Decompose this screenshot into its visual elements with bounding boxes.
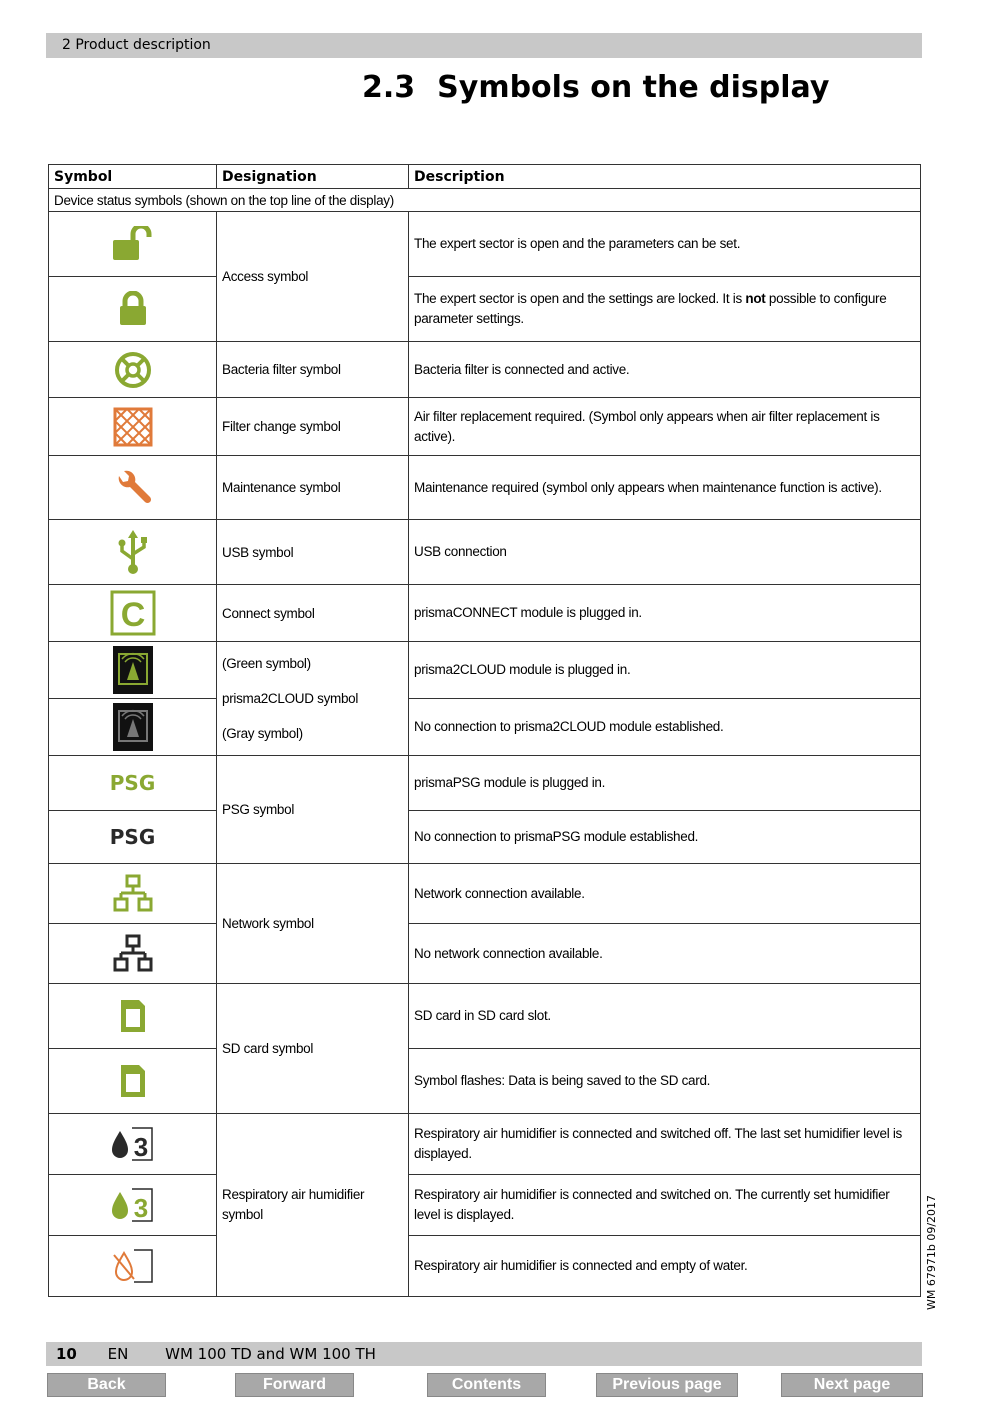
psg-green-icon: PSG: [109, 771, 156, 795]
designation-cell: USB symbol: [217, 520, 409, 585]
section-title: Symbols on the display: [437, 70, 830, 105]
column-header-designation: Designation: [217, 165, 409, 189]
cloud-gray-icon: [113, 703, 153, 751]
designation-cell: Maintenance symbol: [217, 456, 409, 520]
unlock-icon: [111, 226, 155, 262]
symbol-cell: [49, 520, 217, 585]
description-cell: Respiratory air humidifier is connected and switched off. The last set humidifier level is displayed.: [409, 1114, 921, 1175]
svg-text:3: 3: [133, 1132, 148, 1162]
designation-cell: Network symbol: [217, 864, 409, 984]
network-dark-icon: [113, 934, 153, 974]
symbol-cell: [49, 277, 217, 342]
sd-card-icon: [118, 997, 148, 1035]
group-row: [49, 189, 921, 212]
symbol-cell: [49, 398, 217, 456]
document-code: WM 67971b 09/2017: [925, 1194, 938, 1310]
designation-cell: Connect symbol: [217, 585, 409, 642]
description-cell: Maintenance required (symbol only appears when maintenance function is active).: [409, 456, 921, 520]
table-row: [49, 520, 921, 585]
symbol-cell: [49, 212, 217, 277]
sd-card-flashing-icon: [118, 1062, 148, 1100]
designation-cell: SD card symbol: [217, 984, 409, 1114]
description-cell: Respiratory air humidifier is connected and empty of water.: [409, 1236, 921, 1297]
description-cell: No connection to prisma2CLOUD module established.: [409, 699, 921, 756]
table-row: [49, 1114, 921, 1175]
designation-cell: PSG symbol: [217, 756, 409, 864]
bacteria-filter-icon: [113, 350, 153, 390]
description-cell: prisma2CLOUD module is plugged in.: [409, 642, 921, 699]
document-title: WM 100 TD and WM 100 TH: [165, 1345, 376, 1363]
table-row: [49, 277, 921, 342]
description-cell: The expert sector is open and the parameters can be set.: [409, 212, 921, 277]
symbol-cell: [49, 456, 217, 520]
description-cell: Air filter replacement required. (Symbol only appears when air filter replacement is active).: [409, 398, 921, 456]
symbol-cell: [49, 1175, 217, 1236]
page-number: 10: [56, 1345, 77, 1363]
filter-change-icon: [113, 407, 153, 447]
humidifier-empty-icon: [110, 1247, 156, 1285]
designation-cell: Access symbol: [217, 212, 409, 342]
connect-icon: [110, 590, 156, 636]
symbol-cell: [49, 1049, 217, 1114]
section-number: 2.3: [362, 70, 416, 105]
symbol-cell: [49, 811, 217, 864]
group-label: Device status symbols (shown on the top line of the display): [49, 189, 921, 212]
psg-dark-icon: PSG: [109, 825, 156, 849]
symbol-cell: [49, 1236, 217, 1297]
designation-text: prisma2CLOUD symbol: [222, 691, 359, 706]
description-cell: Network connection available.: [409, 864, 921, 924]
symbol-cell: [49, 585, 217, 642]
designation-cell: [217, 642, 409, 756]
symbol-cell: [49, 864, 217, 924]
table-row: [49, 1049, 921, 1114]
table-row: [49, 642, 921, 699]
description-cell: prismaCONNECT module is plugged in.: [409, 585, 921, 642]
humidifier-off-icon: [110, 1125, 156, 1163]
description-emphasis: not: [745, 291, 766, 306]
description-cell: SD card in SD card slot.: [409, 984, 921, 1049]
language-code: EN: [107, 1345, 129, 1363]
svg-text:C: C: [120, 596, 145, 634]
table-row: [49, 811, 921, 864]
designation-cell: Bacteria filter symbol: [217, 342, 409, 398]
running-header: [46, 33, 922, 58]
cloud-green-icon: [113, 646, 153, 694]
designation-cell: Filter change symbol: [217, 398, 409, 456]
back-button[interactable]: Back: [47, 1373, 166, 1397]
table-header-row: [49, 165, 921, 189]
wrench-icon: [113, 468, 153, 508]
table-row: [49, 1236, 921, 1297]
contents-button[interactable]: Contents: [427, 1373, 546, 1397]
humidifier-on-icon: [110, 1186, 156, 1224]
symbol-cell: [49, 1114, 217, 1175]
table-row: [49, 984, 921, 1049]
column-header-description: Description: [409, 165, 921, 189]
table-row: [49, 342, 921, 398]
table-row: [49, 212, 921, 277]
description-cell: USB connection: [409, 520, 921, 585]
column-header-symbol: Symbol: [49, 165, 217, 189]
symbols-table: [48, 164, 921, 1297]
designation-variant: (Gray symbol): [222, 726, 303, 741]
lock-icon: [118, 291, 148, 327]
symbol-cell: [49, 756, 217, 811]
network-green-icon: [113, 874, 153, 914]
designation-cell: Respiratory air humidifier symbol: [217, 1114, 409, 1297]
description-cell: Bacteria filter is connected and active.: [409, 342, 921, 398]
description-cell: [409, 277, 921, 342]
table-row: [49, 1175, 921, 1236]
section-label: 2 Product description: [62, 37, 211, 53]
table-row: [49, 756, 921, 811]
table-row: [49, 864, 921, 924]
description-cell: Respiratory air humidifier is connected and switched on. The currently set humidifier level is displayed.: [409, 1175, 921, 1236]
table-row: [49, 924, 921, 984]
description-cell: No network connection available.: [409, 924, 921, 984]
page-title: [362, 70, 829, 105]
table-row: [49, 585, 921, 642]
symbol-cell: [49, 924, 217, 984]
symbol-cell: [49, 699, 217, 756]
description-cell: Symbol flashes: Data is being saved to the SD card.: [409, 1049, 921, 1114]
running-footer: [46, 1342, 922, 1366]
next-page-button[interactable]: Next page: [781, 1373, 923, 1397]
description-cell: prismaPSG module is plugged in.: [409, 756, 921, 811]
usb-icon: [113, 529, 153, 575]
forward-button[interactable]: Forward: [235, 1373, 354, 1397]
description-text: possible to configure parameter settings.: [414, 291, 887, 326]
table-row: [49, 398, 921, 456]
table-row: [49, 456, 921, 520]
symbol-cell: [49, 642, 217, 699]
description-cell: No connection to prismaPSG module established.: [409, 811, 921, 864]
table-row: [49, 699, 921, 756]
symbol-cell: [49, 342, 217, 398]
svg-text:3: 3: [133, 1193, 148, 1223]
designation-variant: (Green symbol): [222, 656, 311, 671]
previous-page-button[interactable]: Previous page: [596, 1373, 738, 1397]
symbol-cell: [49, 984, 217, 1049]
description-text: The expert sector is open and the settings are locked. It is: [414, 291, 746, 306]
